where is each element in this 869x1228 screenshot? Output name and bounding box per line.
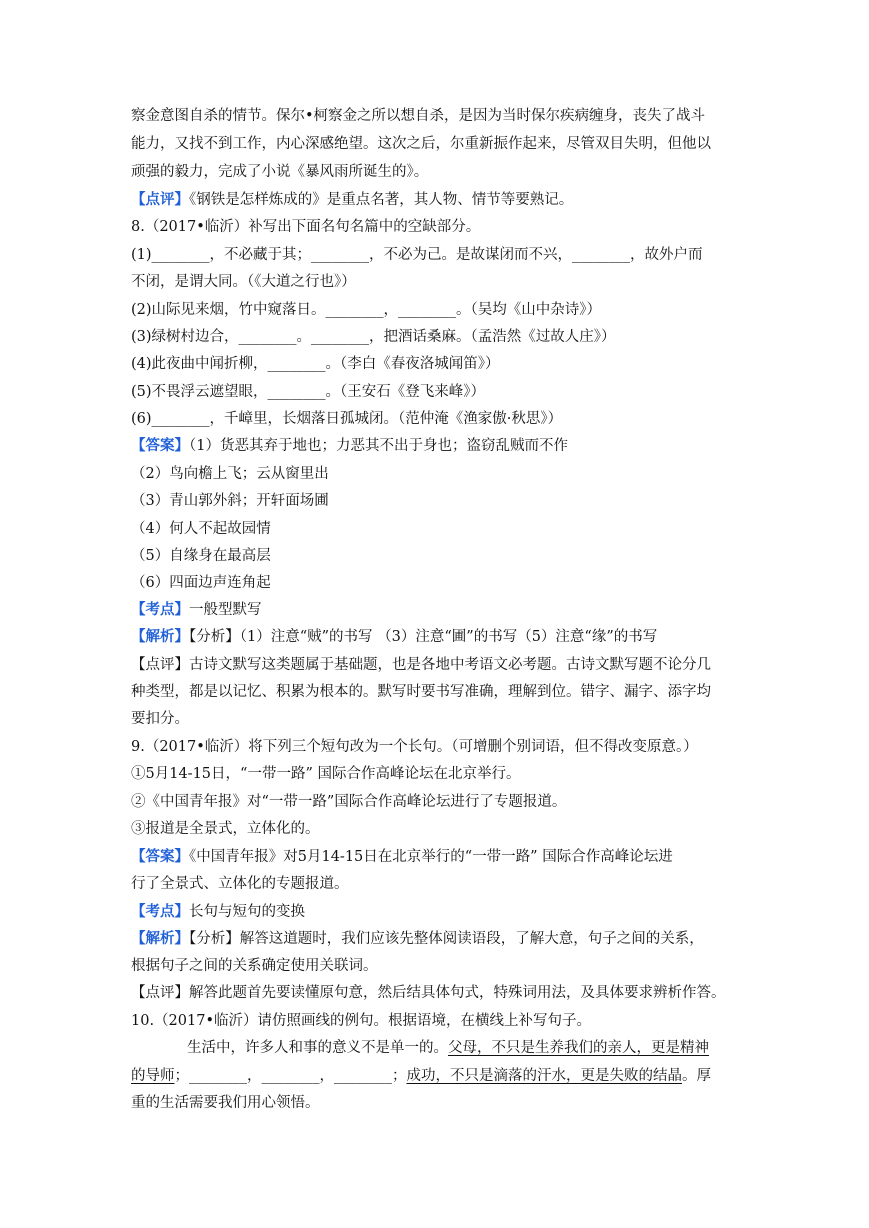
analysis-line xyxy=(131,624,771,650)
text-line: 种类型，都是以记忆、积累为根本的。默写时要书写准确，理解到位。错字、漏字、添字均 xyxy=(131,684,711,700)
comment-text: 《钢铁是怎样炼成的》是重点名著，其人物、情节等要熟记。 xyxy=(189,192,574,208)
question-10-title: 10.（2017•临沂）请仿照画线的例句。根据语境，在横线上补写句子。 xyxy=(131,1013,592,1029)
text-line: 不闭，是谓大同。（《大道之行也》） xyxy=(131,274,356,290)
comment-tag: 【点评】 xyxy=(131,191,189,208)
text-line: ③报道是全景式，立体化的。 xyxy=(131,821,320,837)
text-line: 【点评】解答此题首先要读懂原句意，然后结具体句式，特殊词用法，及具体要求辨析作答。 xyxy=(131,985,726,1001)
topic-text: 长句与短句的变换 xyxy=(189,904,305,920)
plain-text: 生活中，许多人和事的意义不是单一的。 xyxy=(187,1040,448,1056)
plain-text: 。厚 xyxy=(682,1068,711,1084)
topic-line xyxy=(131,899,771,925)
answer-line xyxy=(131,433,771,459)
topic-tag: 【考点】 xyxy=(131,903,189,920)
analysis-line xyxy=(131,926,771,952)
text-line: （5）自缘身在最高层 xyxy=(131,548,271,564)
text-line xyxy=(131,1035,771,1061)
text-line: (5)不畏浮云遮望眼，________。（王安石《登飞来峰》） xyxy=(131,384,486,400)
text-line: 重的生活需要我们用心领悟。 xyxy=(131,1095,320,1111)
answer-text: 《中国青年报》对5月14-15日在北京举行的“一带一路” 国际合作高峰论坛进 xyxy=(189,849,673,865)
topic-tag: 【考点】 xyxy=(131,601,189,618)
analysis-text: 【分析】（1）注意“贼”的书写 （3）注意“圃”的书写（5）注意“缘”的书写 xyxy=(189,629,658,645)
text-line: (6)________，千嶂里，长烟落日孤城闭。（范仲淹《渔家傲·秋思》） xyxy=(131,411,563,427)
text-line: ②《中国青年报》对“一带一路”国际合作高峰论坛进行了专题报道。 xyxy=(131,794,567,810)
text-line: (4)此夜曲中闻折柳，________。（李白《春夜洛城闻笛》） xyxy=(131,356,500,372)
text-line: (3)绿树村边合，________。________，把酒话桑麻。（孟浩然《过故人庄》） xyxy=(131,329,616,345)
text-line: ①5月14-15日，“一带一路” 国际合作高峰论坛在北京举行。 xyxy=(131,766,521,782)
analysis-text: 【分析】解答这道题时，我们应该先整体阅读语段，了解大意，句子之间的关系， xyxy=(189,931,704,947)
question-9-title: 9.（2017•临沂）将下列三个短句改为一个长句。（可增删个别词语，但不得改变原意。） xyxy=(131,739,698,755)
text-line: 行了全景式、立体化的专题报道。 xyxy=(131,876,349,892)
text-line: 能力，又找不到工作，内心深感绝望。这次之后，尔重新振作起来，尽管双目失明，但他以 xyxy=(131,136,711,152)
topic-line xyxy=(131,597,771,623)
text-line: (2)山际见来烟，竹中窥落日。________，________。（吴均《山中杂诗》） xyxy=(131,302,602,318)
blank-text: ；________，________，________； xyxy=(174,1068,407,1084)
text-line: （4）何人不起故园情 xyxy=(131,521,271,537)
text-line: (1)________，不必藏于其；________，不必为己。是故谋闭而不兴，________，故外户而 xyxy=(131,247,703,263)
underlined-example: 的导师 xyxy=(131,1068,175,1084)
comment-line xyxy=(131,187,771,213)
answer-tag: 【答案】 xyxy=(131,437,189,454)
underlined-example: 成功，不只是滴落的汗水，更是失败的结晶 xyxy=(406,1068,682,1084)
text-line: （3）青山郭外斜；开轩面场圃 xyxy=(131,493,329,509)
answer-tag: 【答案】 xyxy=(131,848,189,865)
analysis-tag: 【解析】 xyxy=(131,930,189,947)
analysis-tag: 【解析】 xyxy=(131,628,189,645)
underlined-example: 父母，不只是生养我们的亲人，更是精神 xyxy=(448,1040,709,1056)
text-line xyxy=(131,1063,771,1089)
question-8-title: 8.（2017•临沂）补写出下面名句名篇中的空缺部分。 xyxy=(131,219,481,235)
text-line: 察金意图自杀的情节。保尔•柯察金之所以想自杀，是因为当时保尔疾病缠身，丧失了战斗 xyxy=(131,108,706,124)
text-line: 【点评】古诗文默写这类题属于基础题，也是各地中考语文必考题。古诗文默写题不论分几 xyxy=(131,657,711,673)
text-line: 要扣分。 xyxy=(131,711,189,727)
answer-text: （1）货恶其弃于地也；力恶其不出于身也；盗窃乱贼而不作 xyxy=(189,438,568,454)
text-line: （2）鸟向檐上飞；云从窗里出 xyxy=(131,466,329,482)
text-line: 顽强的毅力，完成了小说《暴风雨所诞生的》。 xyxy=(131,164,429,180)
answer-line xyxy=(131,844,771,870)
topic-text: 一般型默写 xyxy=(189,602,262,618)
text-line: （6）四面边声连角起 xyxy=(131,575,271,591)
text-line: 根据句子之间的关系确定使用关联词。 xyxy=(131,958,378,974)
